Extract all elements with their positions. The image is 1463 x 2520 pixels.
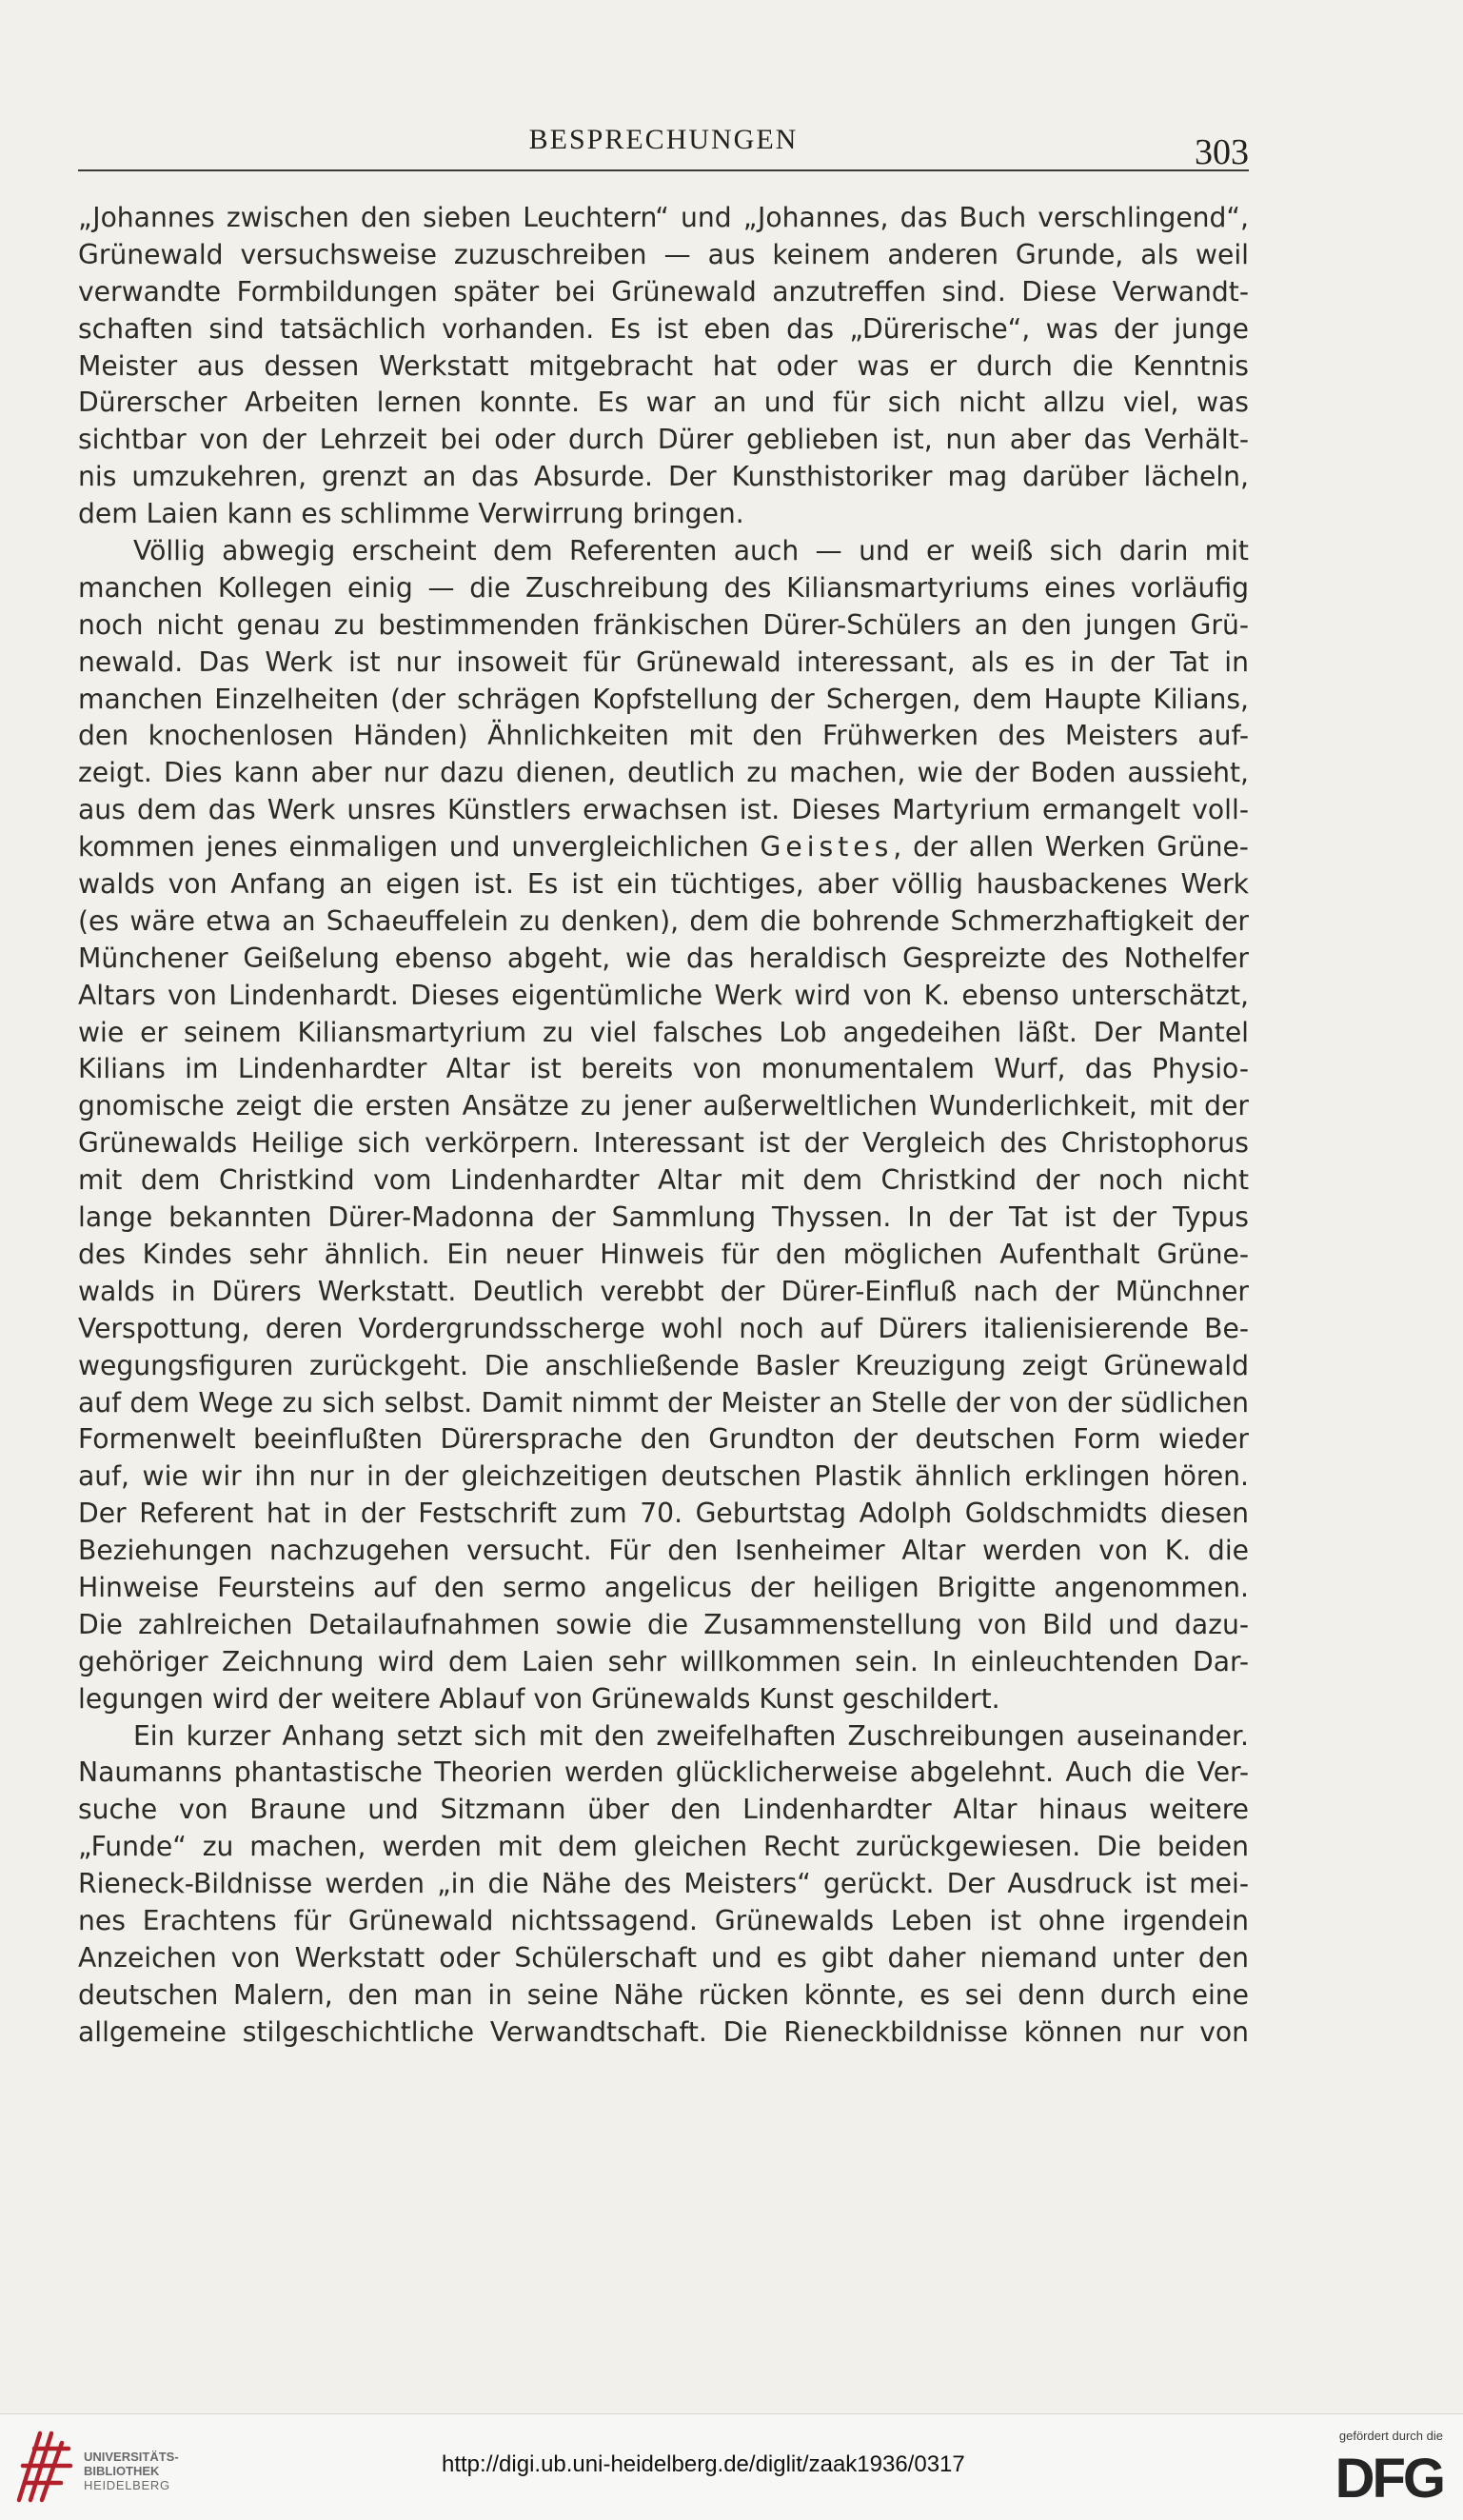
text-line: dem Laien kann es schlimme Verwirrung bringen. xyxy=(78,498,744,530)
text-line: Grünewald versuchsweise zuzuschreiben — aus keinem anderen Grunde, als weil xyxy=(78,238,1249,270)
library-name-line: UNIVERSITÄTS- xyxy=(84,2450,179,2464)
text-line: Beziehungen nachzugehen versucht. Für den Isenheimer Altar werden von K. die xyxy=(78,1535,1249,1567)
text-line: „Johannes zwischen den sieben Leuchtern“ und „Johannes, das Buch verschlingend“, xyxy=(78,202,1249,233)
running-title: BESPRECHUNGEN xyxy=(528,124,799,155)
text-line: Anzeichen von Werkstatt oder Schülerschaft und es gibt daher niemand unter den xyxy=(78,1941,1249,1974)
text-line: suche von Braune und Sitzmann über den Lindenhardter Altar hinaus weitere xyxy=(78,1794,1249,1826)
text-line: zeigt. Dies kann aber nur dazu dienen, deutlich zu machen, wie der Boden aussieht, xyxy=(78,757,1249,789)
text-line: Münchener Geißelung ebenso abgeht, wie das heraldisch Gespreizte des Nothelfer xyxy=(78,942,1249,974)
text-line: Der Referent hat in der Festschrift zum 70. Geburtstag Adolph Goldschmidts diesen xyxy=(78,1498,1249,1530)
text-line-with-emphasis xyxy=(78,829,1249,866)
text-line: gehöriger Zeichnung wird dem Laien sehr willkommen sein. In einleuchtenden Dar- xyxy=(78,1645,1249,1677)
text-line: Altars von Lindenhardt. Dieses eigentümliche Werk wird von K. ebenso unterschätzt, xyxy=(78,979,1249,1011)
text-line: deutschen Malern, den man in seine Nähe rücken könnte, es sei denn durch eine xyxy=(78,1978,1249,2011)
dfg-funding xyxy=(1291,2429,1443,2510)
paragraph-first-line: Völlig abwegig erscheint dem Referenten auch — und er weiß sich darin mit xyxy=(133,535,1249,567)
running-head xyxy=(78,120,1249,171)
text-line: des Kindes sehr ähnlich. Ein neuer Hinweis für den möglichen Aufenthalt Grüne- xyxy=(78,1238,1249,1270)
funding-label: gefördert durch die xyxy=(1338,2429,1443,2443)
text-line: manchen Einzelheiten (der schrägen Kopfstellung der Schergen, dem Haupte Kilians, xyxy=(78,683,1249,715)
text-line: Hinweise Feursteins auf den sermo angelicus der heiligen Brigitte angenommen. xyxy=(78,1571,1249,1603)
text-fragment: , der allen Werken Grüne- xyxy=(893,831,1249,863)
text-line: Dürerscher Arbeiten lernen konnte. Es war an und für sich nicht allzu viel, was xyxy=(78,387,1249,419)
text-line: newald. Das Werk ist nur insoweit für Grünewald interessant, als es in der Tat in xyxy=(78,645,1249,678)
text-line: schaften sind tatsächlich vorhanden. Es ist eben das „Dürerische“, was der junge xyxy=(78,312,1249,345)
text-line: wegungsfiguren zurückgeht. Die anschließende Basler Kreuzigung zeigt Grünewald xyxy=(78,1349,1249,1381)
library-name-line: HEIDELBERG xyxy=(84,2478,170,2492)
text-line: manchen Kollegen einig — die Zuschreibung des Kiliansmartyriums eines vorläufig xyxy=(78,571,1249,604)
heidelberg-crest-icon xyxy=(15,2426,78,2510)
library-name-line: BIBLIOTHEK xyxy=(84,2464,160,2478)
text-line: allgemeine stilgeschichtliche Verwandtschaft. Die Rieneckbildnisse können nur von xyxy=(78,2015,1249,2048)
text-line: lange bekannten Dürer-Madonna der Sammlung Thyssen. In der Tat ist der Typus xyxy=(78,1201,1249,1234)
text-line: nis umzukehren, grenzt an das Absurde. Der Kunsthistoriker mag darüber lächeln, xyxy=(78,461,1249,493)
text-line: noch nicht genau zu bestimmenden fränkischen Dürer-Schülers an den jungen Grü- xyxy=(78,608,1249,641)
article-text xyxy=(78,200,1249,2052)
text-line: Verspottung, deren Vordergrundsscherge wohl noch auf Dürers italienisierende Be- xyxy=(78,1312,1249,1344)
text-line: Rieneck-Bildnisse werden „in die Nähe des Meisters“ gerückt. Der Ausdruck ist mei- xyxy=(78,1868,1249,1900)
dfg-logo: DFG xyxy=(1334,2448,1443,2510)
digital-copy-link[interactable]: http://digi.ub.uni-heidelberg.de/diglit/zaak1936/0317 xyxy=(442,2451,965,2477)
text-line: mit dem Christkind vom Lindenhardter Altar mit dem Christkind der noch nicht xyxy=(78,1164,1249,1197)
text-line: Naumanns phantastische Theorien werden glücklicherweise abgelehnt. Auch die Ver- xyxy=(78,1756,1249,1789)
text-line: Kilians im Lindenhardter Altar ist bereits von monumentalem Wurf, das Physio- xyxy=(78,1053,1249,1085)
digitization-footer xyxy=(0,2413,1463,2520)
text-line: walds von Anfang an eigen ist. Es ist ein tüchtiges, aber völlig hausbackenes Werk xyxy=(78,868,1249,901)
heidelberg-library-logo xyxy=(15,2426,196,2510)
text-line: Formenwelt beeinflußten Dürersprache den Grundton der deutschen Form wieder xyxy=(78,1423,1249,1456)
text-fragment: kommen jenes einmaligen und unvergleichlichen xyxy=(78,831,749,863)
text-line: wie er seinem Kiliansmartyrium zu viel falsches Lob angedeihen läßt. Der Mantel xyxy=(78,1016,1249,1048)
text-line: den knochenlosen Händen) Ähnlichkeiten mit den Frühwerken des Meisters auf- xyxy=(78,720,1249,752)
text-line: legungen wird der weitere Ablauf von Grünewalds Kunst geschildert. xyxy=(78,1682,1000,1715)
text-line: auf dem Wege zu sich selbst. Damit nimmt der Meister an Stelle der von der südlichen xyxy=(78,1386,1249,1419)
page-number: 303 xyxy=(1195,132,1249,172)
text-line: Die zahlreichen Detailaufnahmen sowie die Zusammenstellung von Bild und dazu- xyxy=(78,1608,1249,1640)
text-line: sichtbar von der Lehrzeit bei oder durch Dürer geblieben ist, nun aber das Verhält- xyxy=(78,424,1249,456)
text-line: gnomische zeigt die ersten Ansätze zu jener außerweltlichen Wunderlichkeit, mit der xyxy=(78,1090,1249,1122)
text-line: nes Erachtens für Grünewald nichtssagend. Grünewalds Leben ist ohne irgendein xyxy=(78,1904,1249,1936)
spaced-emphasis: Geistes xyxy=(760,831,894,863)
text-line: aus dem das Werk unsres Künstlers erwachsen ist. Dieses Martyrium ermangelt voll- xyxy=(78,794,1249,826)
library-name xyxy=(84,2450,193,2492)
text-line: Meister aus dessen Werkstatt mitgebracht hat oder was er durch die Kenntnis xyxy=(78,349,1249,382)
text-line: „Funde“ zu machen, werden mit dem gleichen Recht zurückgewiesen. Die beiden xyxy=(78,1831,1249,1863)
text-line: walds in Dürers Werkstatt. Deutlich verebbt der Dürer-Einfluß nach der Münchner xyxy=(78,1275,1249,1307)
text-line: verwandte Formbildungen später bei Grünewald anzutreffen sind. Diese Verwandt- xyxy=(78,275,1249,308)
text-line: (es wäre etwa an Schaeuffelein zu denken), dem die bohrende Schmerzhaftigkeit der xyxy=(78,904,1249,937)
text-line: Grünewalds Heilige sich verkörpern. Interessant ist der Vergleich des Christophorus xyxy=(78,1127,1249,1160)
paragraph-first-line: Ein kurzer Anhang setzt sich mit den zweifelhaften Zuschreibungen auseinander. xyxy=(133,1719,1249,1752)
text-line: auf, wie wir ihn nur in der gleichzeitigen deutschen Plastik ähnlich erklingen hören. xyxy=(78,1460,1249,1493)
